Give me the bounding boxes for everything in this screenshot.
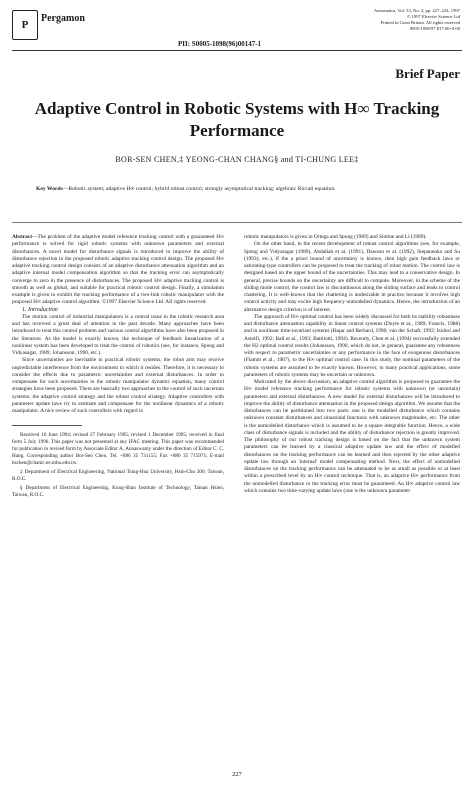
intro-paragraph: Since uncertainties are inevitable in practical robotic systems, the robot arm may receive unpredictable interference from the environment in which it resides. Therefore, it is necessary to consider the effects due to parametric uncertainties and external disturbances. In order to compensate for such uncertainties in the robotic manipulator dynamic equation, many control strategies have been proposed. There are basically two approaches to the control of such uncertain systems: the adaptive control strategy and the robust control strategy. Adaptive controllers with parameter update laws try to estimate and compensate for the nonlinear dynamics of a robotic manipulator. A nice review of such controllers with regard to xyxy=(12,357,224,414)
footnote-divider xyxy=(12,425,82,426)
body-paragraph: Motivated by the above discussion, an adaptive control algorithm is proposed to guarantee the H∞ model reference tracking performance for robotic systems with unknown (or uncertain) parameters and external disturbances. A new model for external disturbances will be introduced to improve the ability of disturbance attenuation in the proposed design algorithm. We assume that the disturbances can be partitioned into two parts: one is the modelled disturbance which contains unknown constant disturbances and sinusoidal functions with unknown magnitudes, etc. The other is the unmodelled disturbance which is assumed to be a square integrable function. Hence, a wide class of disturbance signals is included and the ability of disturbance rejection is greatly improved. The philosophy of our robust tracking design is based on the fact that the unknown system parameters can be learned by a classical adaptive update law and the effect of modelled disturbances on the tracking performance can be learned and then rejected by the other adaptive update law through an 'internal' model compensating method. Next, the effect of unmodelled disturbances on the tracking performance can be attenuated to be as small as possible or at least within a prescribed level by an H∞ control technique. That is, an adaptive H∞ performance from the unmodelled disturbance to the tracking error must be guaranteed. An H∞ adaptive control law which contains two time-varying update laws (one is the unknown parameter xyxy=(244,379,460,494)
abstract-label: Abstract xyxy=(12,234,33,240)
left-column xyxy=(12,234,224,501)
footnotes xyxy=(12,432,224,499)
body-paragraph: On the other hand, in the recent development of robust control algorithms (see, for example, Spong and Vidyasagar (1989), Abdallah et al. (1991), Dawson et al. (1992), Stepanenko and Su (1993), etc.), if the a priori bound of uncertainty is known, then high gain feedback laws or saturating-type controllers can be proposed to treat the tracking of robot motion. The control law is designed based on the upper bound of the uncertainties. This may lead to a conservative design. In general, precise bounds on the uncertainty are difficult to compute. Moreover, in the scheme of the sliding mode control, the control law is discontinuous along the sliding surface and leads to control chattering. It is well-known that the chattering is undesirable in practice because it involves high control activity and may excite high frequency unmodelled dynamics. Hence, the introduction of an alternative design criterion is of interest. xyxy=(244,241,460,313)
paper-title: Adaptive Control in Robotic Systems with H∞ Tracking Performance xyxy=(34,99,440,140)
intro-paragraph: The motion control of industrial manipulators is a central issue in the robotic research area and has received a great deal of attention in the past decade. Many approaches have been introduced to treat this control problem and various control algorithms have also been proposed in the literature. As the model is exactly known, the technique of feedback linearization of a nonlinear system has been developed to treat the control of robotics (see, for instance, Spong and Vidyasagar, 1989; Johansson, 1990, etc.). xyxy=(12,313,224,356)
article-type: Brief Paper xyxy=(395,66,460,81)
publisher-logo-mark: P xyxy=(21,19,29,31)
footnote-received: Received 10 June 1994; revised 27 February 1995; revised 1 December 1995; received in final form 5 July 1996. This paper was not presented at any IFAC meeting. This paper was recommended for publication in revised form by Associate Editor A. Annaswamy under the direction of Editor C. C. Hang. Corresponding author Bor-Sen Chen. Tel. +886 35 731155; Fax +886 35 715971; E-mail bschen@chanic.ee.nthu.edu.tw. xyxy=(12,432,224,467)
journal-info xyxy=(290,8,460,32)
right-column xyxy=(244,234,460,495)
header-divider xyxy=(12,50,462,51)
publisher-logo xyxy=(12,10,38,40)
printed-line: Printed in Great Britain. All rights reserved xyxy=(380,20,460,25)
journal-citation: Automatica, Vol. 33, No. 2, pp. 227–234, 1997 xyxy=(373,8,460,13)
abstract-text: —The problem of the adaptive model reference tracking control with a guaranteed H∞ performance is solved for rigid robotic systems with unknown parameters and external disturbances. A novel model for disturbance signals is introduced to improve the ability of disturbance rejection in the proposed robotic adaptive tracking control design. The proposed H∞ adaptive tracking control design consists of an adaptive disturbance attenuation algorithm and an adaptive internal model compensation algorithm so that the tracking error can asymptotically converge to zero in the presence of disturbances. The proposed H∞ adaptive tracking control is smooth as well as global, and suitable for practical robotic control design. Finally, a simulation example is given to exhibit the tracking performance of a two-link robotic manipulator with the proposed H∞ adaptive control algorithm. ©1997 Elsevier Science Ltd. All rights reserved. xyxy=(12,234,224,306)
price-line: 0005-1098/97 $17.00+0.00 xyxy=(409,26,460,31)
authors: BOR-SEN CHEN,‡ YEONG-CHAN CHANG§ and TI-CHUNG LEE‡ xyxy=(115,155,359,164)
keywords-divider xyxy=(12,222,462,223)
publisher-name: Pergamon xyxy=(41,13,85,24)
footnote-affiliation: ‡ Department of Electrical Engineering, National Tsing-Hua University, Hsin-Chu 300, Taiwan, R.O.C. xyxy=(12,469,224,483)
abstract xyxy=(12,234,224,307)
page-number: 227 xyxy=(232,771,242,778)
section-heading-introduction: 1. Introduction xyxy=(22,306,58,313)
keywords-text: —Robotic system; adaptive H∞ control; hybrid robust control; strongly asymptotical tracking; algebraic Riccati equation. xyxy=(62,186,336,192)
keywords xyxy=(36,186,438,194)
copyright-line: © 1997 Elsevier Science Ltd xyxy=(407,14,460,19)
pii: PII: S0005-1098(96)00147-1 xyxy=(178,40,262,48)
footnote-affiliation: § Department of Electrical Engineering, Kung-Shan Institute of Technology, Tainan Hsien, Taiwan, R.O.C. xyxy=(12,485,224,499)
body-paragraph: The approach of H∞ optimal control has been widely discussed for both its stability robustness and disturbance attenuation capability in linear control systems (Doyle et al., 1989; Francis, 1988) and in nonlinear time-invariant systems (Başar and Berhard, 1990; van der Schaft, 1992; Isidori and Astolfi, 1992; Ball et al., 1993; Battilotti, 1994). Recently, Chen et al. (1994) successfully extended the H2 optimal control results (Johansson, 1990, which do not, in general, guarantee any robustness with respect to parametric uncertainties or any performance in the face of exogenous disturbances (Flamm et al., 1987), to the H∞ optimal control case. In this study, the nominal parameters of the robotic systems are assumed to be exactly known. However, in many practical applications, some parameters of robotic systems may be uncertain or unknown. xyxy=(244,313,460,378)
keywords-label: Key Words xyxy=(36,186,63,192)
body-paragraph: robotic manipulators is given in Ortega and Spong (1989) and Slotine and Li (1989). xyxy=(244,234,427,240)
